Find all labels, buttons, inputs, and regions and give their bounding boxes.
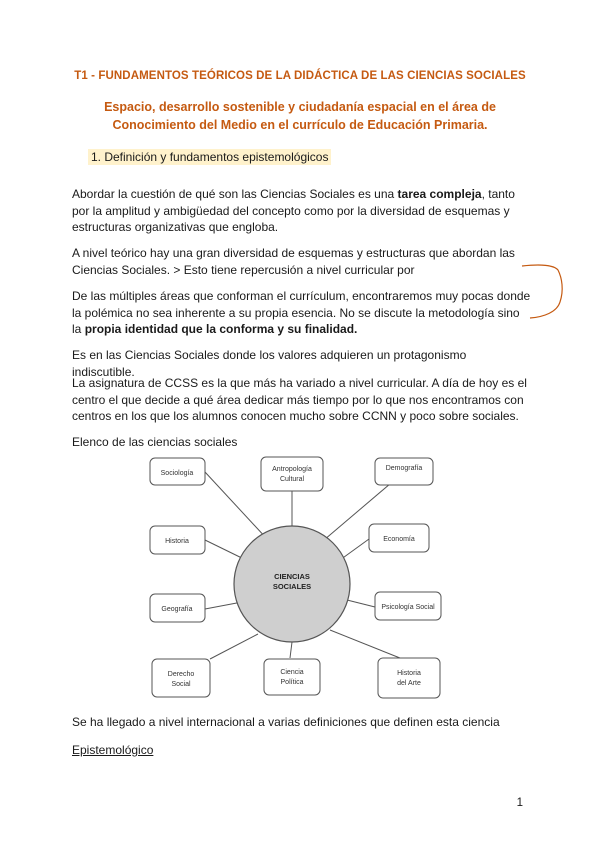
social-sciences-diagram	[140, 452, 480, 704]
node-label-derecho-1: Derecho	[167, 671, 195, 678]
node-label-historia: Historia	[165, 538, 189, 545]
epistemologico-heading: Epistemológico	[72, 743, 154, 757]
node-box-derecho	[152, 659, 210, 697]
node-label-historia-arte-2: del Arte	[397, 680, 421, 687]
section-heading: 1. Definición y fundamentos epistemológicos	[88, 149, 331, 165]
center-label-1: CIENCIAS	[274, 572, 310, 581]
paragraph-3-text: De las múltiples áreas que conforman el currículum, encontraremos muy pocas donde la polémica no sea inherente a su propia esencia. No se discute la metodología sino la	[72, 289, 531, 336]
paragraph-1-text-a: Abordar la cuestión de qué son las Ciencias Sociales es una	[72, 187, 398, 201]
node-label-ciencia-politica-1: Ciencia	[280, 669, 304, 676]
node-label-geografia: Geografía	[161, 606, 193, 613]
paragraph-6: Elenco de las ciencias sociales	[72, 435, 238, 449]
node-label-derecho-2: Social	[171, 681, 191, 688]
node-label-demografia: Demografía	[385, 465, 423, 472]
paragraph-1	[72, 186, 532, 236]
node-box-antropologia	[261, 457, 323, 491]
paragraph-3	[72, 288, 532, 338]
annotation-bracket-icon	[520, 260, 570, 325]
node-label-ciencia-politica-2: Política	[280, 679, 304, 686]
node-label-psicologia: Psicología Social	[381, 604, 435, 611]
node-label-antropologia-2: Cultural	[279, 476, 305, 483]
paragraph-3-bold: propia identidad que la conforma y su finalidad.	[84, 322, 358, 336]
paragraph-4: Es en las Ciencias Sociales donde los valores adquieren un protagonismo indiscutible.	[72, 348, 467, 379]
node-label-sociologia: Sociología	[160, 470, 194, 477]
paragraph-1-text-b: , tanto por la amplitud y ambigüedad del concepto como por la diversidad de esquemas y estructuras organizativas que engloba.	[72, 187, 515, 234]
node-label-historia-arte-1: Historia	[397, 670, 421, 677]
center-label-2: SOCIALES	[272, 582, 312, 591]
paragraph-1-bold: tarea compleja	[397, 187, 482, 201]
paragraph-2: A nivel teórico hay una gran diversidad de esquemas y estructuras que abordan las Ciencias Sociales. > Esto tiene repercusión a nivel curricular por	[72, 246, 515, 277]
paragraph-7: Se ha llegado a nivel internacional a varias definiciones que definen esta ciencia	[72, 715, 500, 729]
document-title: T1 - FUNDAMENTOS TEÓRICOS DE LA DIDÁCTICA DE LAS CIENCIAS SOCIALES	[74, 70, 526, 82]
page-number: 1	[516, 797, 523, 809]
node-label-antropologia-1: Antropología	[272, 466, 312, 473]
paragraph-5: La asignatura de CCSS es la que más ha variado a nivel curricular. A día de hoy es el centro el que decide a qué área dedicar más tiempo por lo que nos encontramos con centros en los que los alumnos conocen mucho sobre CCNN y poco sobre sociales.	[72, 376, 527, 423]
node-box-ciencia-politica	[264, 659, 320, 695]
document-subtitle: Espacio, desarrollo sostenible y ciudadanía espacial en el área de Conocimiento del Medio en el currículo de Educación Primaria.	[104, 100, 496, 132]
node-label-economia: Economía	[383, 536, 415, 543]
node-box-historia-arte	[378, 658, 440, 698]
